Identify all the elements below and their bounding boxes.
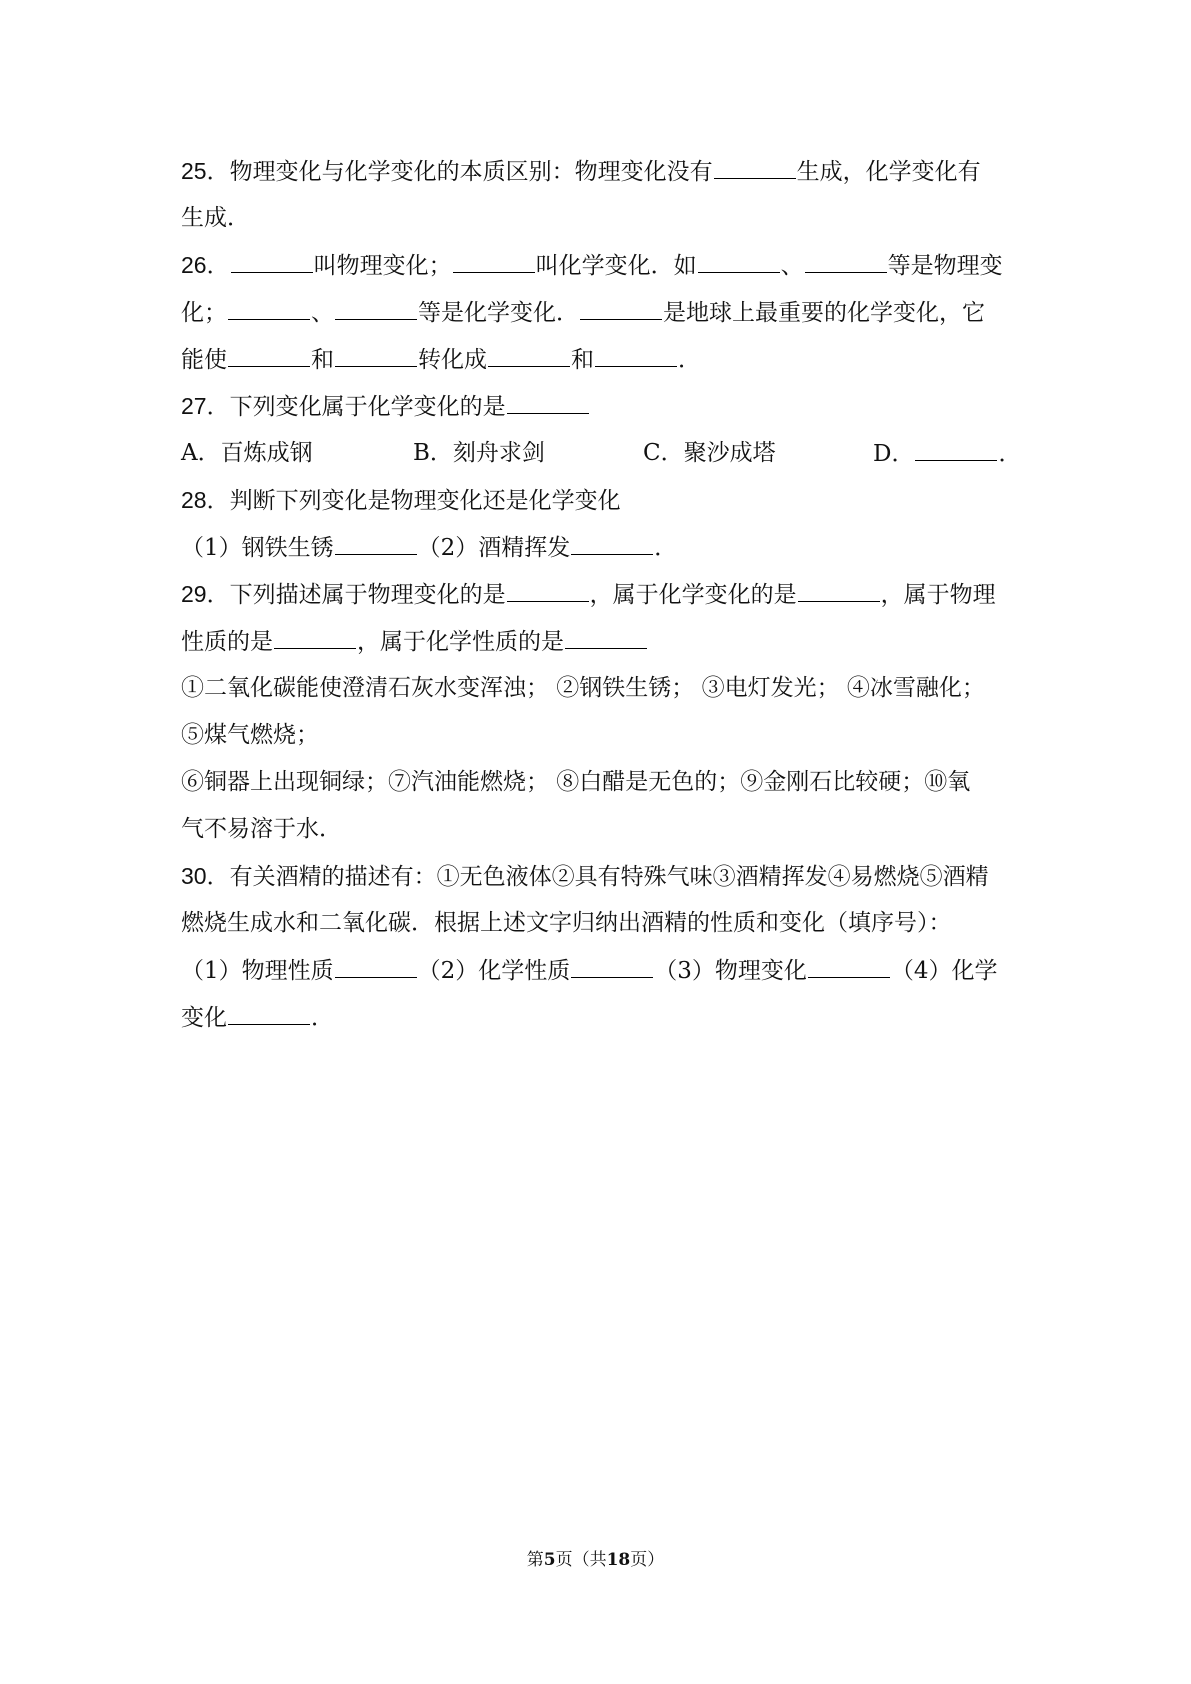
q27-line-1 xyxy=(181,383,1016,430)
footer-mid: 页（共 xyxy=(555,1550,607,1570)
q26-number: 26 xyxy=(181,252,207,278)
q30-text-3: （1）物理性质 xyxy=(181,958,334,984)
q29-text-5: ，属于化学性质的是 xyxy=(357,629,564,655)
q30-text-6: （4）化学 xyxy=(890,958,998,984)
q29-blank-1 xyxy=(507,571,589,602)
q27-option-d xyxy=(873,430,1021,478)
q30-number: 30 xyxy=(181,863,207,889)
q27-text-1: ．下列变化属于化学变化的是 xyxy=(206,394,506,420)
q30-line-1 xyxy=(181,853,1016,900)
q26-blank-1 xyxy=(231,242,313,273)
q27-option-a: A．百炼成钢 xyxy=(181,440,313,466)
q29-line-6 xyxy=(181,806,1016,853)
q29-blank-4 xyxy=(565,618,647,649)
q25-number: 25 xyxy=(181,158,207,184)
q30-text-2: 燃烧生成水和二氧化碳．根据上述文字归纳出酒精的性质和变化（填序号）： xyxy=(181,910,952,936)
q28-blank-1 xyxy=(335,524,417,555)
q29-text-6: ①二氧化碳能使澄清石灰水变浑浊； ②钢铁生锈； ③电灯发光； ④冰雪融化； xyxy=(181,675,985,701)
q30-blank-3 xyxy=(808,947,890,978)
q29-text-3: ，属于物理 xyxy=(880,582,996,608)
q26-line-1 xyxy=(181,242,1016,289)
q28-blank-2 xyxy=(571,524,653,555)
q26-text-7: 、 xyxy=(311,300,334,326)
q25-line-1 xyxy=(181,148,1016,195)
footer-page-number: 5 xyxy=(543,1550,556,1570)
page-footer xyxy=(0,1545,1191,1570)
q26-text-8: 等是化学变化． xyxy=(418,300,579,326)
q27-number: 27 xyxy=(181,393,207,419)
q26-text-14: ． xyxy=(678,347,701,373)
q29-line-2 xyxy=(181,618,1016,665)
q26-text-5: 等是物理变 xyxy=(887,253,1003,279)
q27-option-d-label: D． xyxy=(873,441,915,467)
q28-number: 28 xyxy=(181,487,207,513)
q26-blank-5 xyxy=(228,289,310,320)
q29-text-1: ．下列描述属于物理变化的是 xyxy=(206,582,506,608)
q27-option-c: C．聚沙成塔 xyxy=(643,440,776,466)
q30-blank-4 xyxy=(228,994,310,1025)
q26-blank-10 xyxy=(488,336,570,367)
q25-text-1: ．物理变化与化学变化的本质区别：物理变化没有 xyxy=(206,159,713,185)
q29-blank-2 xyxy=(798,571,880,602)
q26-text-3: 叫化学变化．如 xyxy=(535,253,697,279)
q29-line-3 xyxy=(181,665,1016,712)
q26-text-12: 转化成 xyxy=(418,347,487,373)
q28-line-1 xyxy=(181,477,1016,524)
q28-text-3: （2）酒精挥发 xyxy=(417,535,571,561)
q28-text-1: ．判断下列变化是物理变化还是化学变化 xyxy=(206,488,621,514)
question-list xyxy=(181,148,1022,1041)
q30-text-7: 变化 xyxy=(181,1005,227,1031)
q26-blank-7 xyxy=(580,289,662,320)
q30-line-2 xyxy=(181,900,1016,947)
q26-text-1: ． xyxy=(206,253,230,279)
q26-text-2: 叫物理变化； xyxy=(313,253,452,279)
footer-pre: 第 xyxy=(526,1550,544,1570)
q25-text-2: 生成，化学变化有 xyxy=(796,159,981,185)
q30-line-4 xyxy=(181,994,1016,1041)
q27-option-d-end: ． xyxy=(998,441,1022,467)
q26-text-9: 是地球上最重要的化学变化，它 xyxy=(663,300,985,326)
q30-blank-1 xyxy=(335,947,417,978)
footer-total-pages: 18 xyxy=(606,1550,631,1570)
q27-option-b: B．刻舟求剑 xyxy=(413,440,545,466)
q28-text-4: ． xyxy=(654,535,678,561)
q30-text-4: （2）化学性质 xyxy=(417,958,571,984)
q30-text-5: （3）物理变化 xyxy=(654,958,807,984)
q26-blank-6 xyxy=(335,289,417,320)
q27-options xyxy=(181,430,1022,477)
q29-line-1 xyxy=(181,571,1016,618)
q26-text-11: 和 xyxy=(311,347,334,373)
q26-text-10: 能使 xyxy=(181,347,227,373)
q30-blank-2 xyxy=(571,947,653,978)
q29-number: 29 xyxy=(181,581,207,607)
q26-blank-9 xyxy=(335,336,417,367)
q29-text-9: 气不易溶于水． xyxy=(181,816,342,842)
footer-post: 页） xyxy=(630,1550,665,1570)
q30-text-8: ． xyxy=(311,1005,334,1031)
q29-text-4: 性质的是 xyxy=(181,629,273,655)
q26-text-6: 化； xyxy=(181,300,227,326)
q29-text-2: ，属于化学变化的是 xyxy=(589,582,797,608)
q29-line-5 xyxy=(181,759,1016,806)
q27-option-d-blank xyxy=(915,430,997,461)
q26-blank-11 xyxy=(595,336,677,367)
q29-line-4 xyxy=(181,712,1016,759)
q29-text-7: ⑤煤气燃烧； xyxy=(181,722,319,748)
q26-blank-3 xyxy=(698,242,780,273)
q26-line-3 xyxy=(181,336,1016,383)
q29-blank-3 xyxy=(274,618,356,649)
q26-text-4: 、 xyxy=(780,253,804,279)
q26-text-13: 和 xyxy=(571,347,594,373)
q25-text-3: 生成． xyxy=(181,205,250,231)
q28-text-2: （1）钢铁生锈 xyxy=(181,535,334,561)
q25-blank-1 xyxy=(714,148,796,179)
q26-blank-8 xyxy=(228,336,310,367)
q26-blank-2 xyxy=(453,242,535,273)
q26-blank-4 xyxy=(805,242,887,273)
q30-text-1: ．有关酒精的描述有：①无色液体②具有特殊气味③酒精挥发④易燃烧⑤酒精 xyxy=(206,864,989,890)
q30-line-3 xyxy=(181,947,1016,994)
q26-line-2 xyxy=(181,289,1016,336)
q29-text-8: ⑥铜器上出现铜绿；⑦汽油能燃烧； ⑧白醋是无色的；⑨金刚石比较硬；⑩氧 xyxy=(181,769,971,795)
q25-line-2 xyxy=(181,195,1016,242)
q28-line-2 xyxy=(181,524,1016,571)
q27-blank-1 xyxy=(507,383,589,414)
